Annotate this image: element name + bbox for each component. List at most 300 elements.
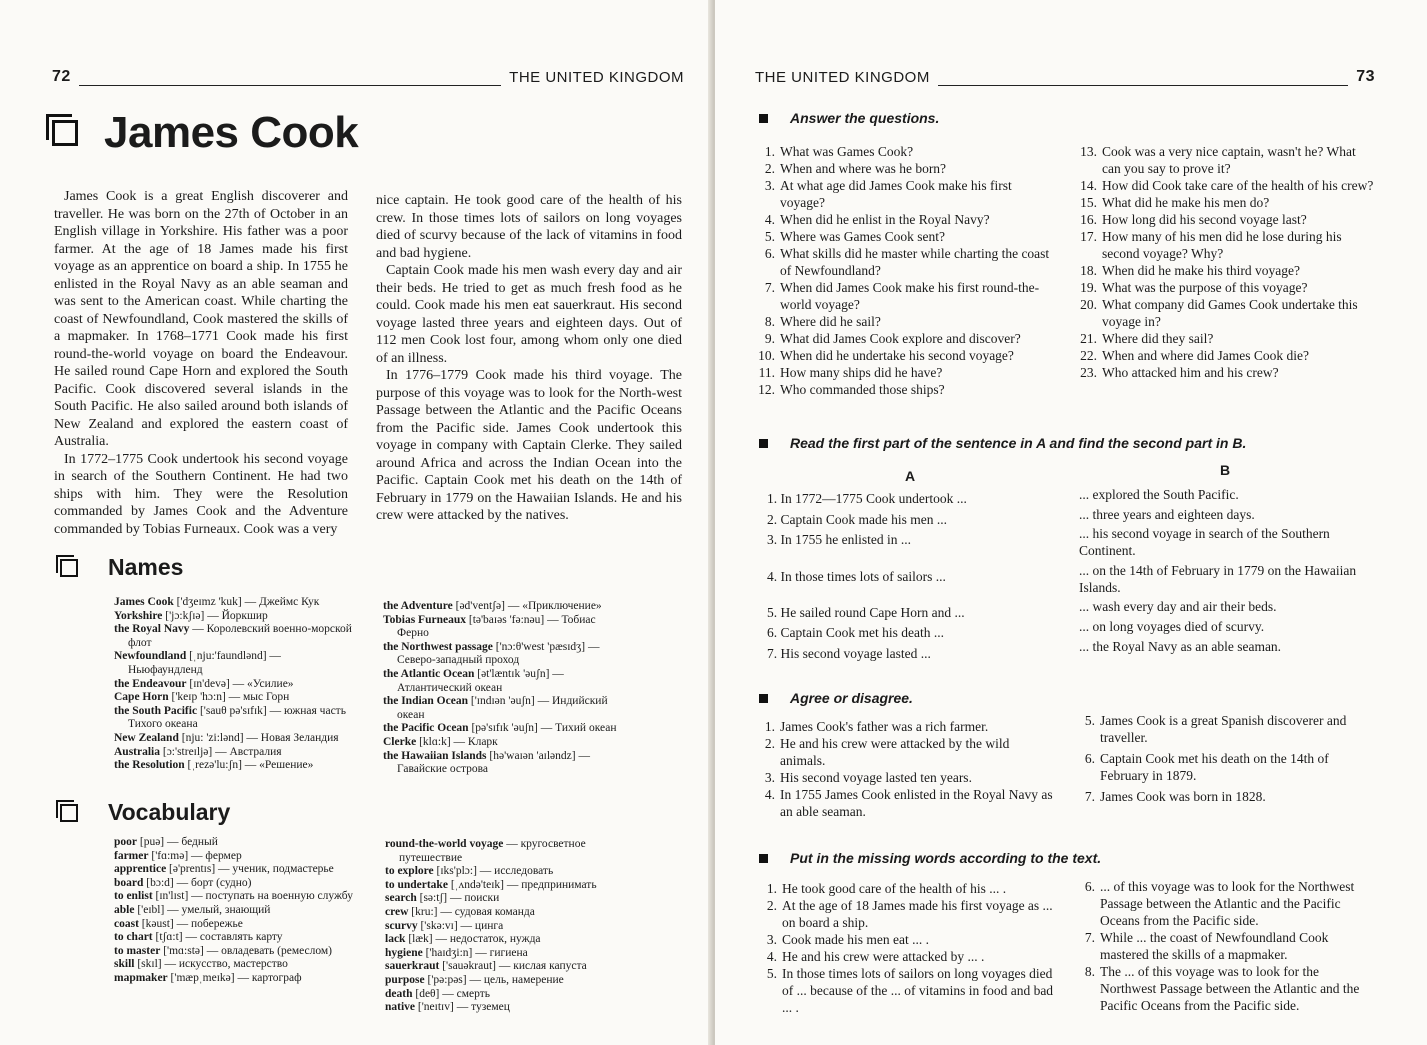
- gloss-term: the Indian Ocean: [383, 695, 468, 708]
- gloss-entry: [385, 933, 623, 947]
- item-text: The ... of this voyage was to look for the Northwest Passage between the Atlantic and the Pacific Oceans from the Pacific side.: [1100, 964, 1360, 1013]
- gloss-entry: [383, 641, 623, 668]
- numbered-item: [755, 177, 1057, 211]
- gloss-definition: [ˌnju:'faundlənd] — Ньюфаундленд: [128, 650, 281, 676]
- gloss-entry: [114, 931, 360, 945]
- gloss-definition: [əd'ventʃə] — «Приключение»: [455, 600, 602, 612]
- gloss-definition: ['eɪbl] — умелый, знающий: [137, 903, 271, 916]
- gloss-definition: ['pə:pəs] — цель, намерение: [427, 973, 564, 986]
- item-number: 6.: [1084, 879, 1095, 894]
- item-number: 10.: [758, 348, 775, 363]
- gloss-definition: [ˌrezə'lu:ʃn] — «Решение»: [187, 759, 314, 772]
- item-number: 2.: [764, 161, 775, 176]
- item-number: 1.: [764, 719, 775, 734]
- task-agree-disagree: [759, 690, 913, 706]
- item-text: When and where was he born?: [780, 161, 947, 176]
- right-page: [715, 0, 1427, 1045]
- item-text: How long did his second voyage last?: [1102, 212, 1307, 227]
- item-text: Where did they sail?: [1102, 331, 1214, 346]
- gloss-definition: [ə'prentɪs] — ученик, подмастерье: [169, 863, 334, 876]
- item-number: 4.: [766, 949, 777, 964]
- gloss-entry: [114, 596, 358, 610]
- gloss-definition: ['keɪp 'hɔ:n] — мыс Горн: [171, 691, 290, 704]
- numbered-item: [757, 897, 1057, 931]
- gloss-term: to undertake: [385, 878, 448, 891]
- gloss-term: to explore: [385, 865, 434, 878]
- gloss-entry: [385, 892, 623, 906]
- item-text: Who attacked him and his crew?: [1102, 365, 1279, 380]
- body-column-1: [54, 188, 348, 538]
- running-head-text: THE UNITED KINGDOM: [509, 69, 684, 86]
- match-item-a: 2. Captain Cook made his men ...: [767, 512, 947, 527]
- running-head-right: [755, 68, 1375, 86]
- match-item-b: ... on the 14th of February in 1779 on the Hawaiian Islands.: [1079, 563, 1357, 595]
- numbered-item: [757, 948, 1057, 965]
- gloss-definition: [ɔ:'streɪljə] — Австралия: [162, 745, 282, 758]
- page-number: 72: [52, 68, 71, 85]
- numbered-item: [757, 931, 1057, 948]
- gloss-entry: [114, 918, 360, 932]
- item-number: 8.: [764, 314, 775, 329]
- gloss-definition: ['mæpˌmeɪkə] — картограф: [170, 971, 302, 984]
- bullet-square-icon: [759, 114, 768, 123]
- gloss-entry: [114, 678, 358, 692]
- gloss-definition: [tʃɑ:t] — составлять карту: [155, 931, 283, 944]
- numbered-item: [755, 313, 1057, 330]
- gloss-entry: [114, 972, 360, 986]
- match-item-b: ... wash every day and air their beds.: [1079, 599, 1277, 614]
- vocabulary-heading: [60, 799, 230, 826]
- numbered-item: [757, 880, 1057, 897]
- gloss-definition: ['haɪdʒi:n] — гигиена: [425, 946, 528, 959]
- section-square-icon: [60, 559, 78, 577]
- task-title: Agree or disagree.: [790, 690, 913, 706]
- gloss-definition: [bɔ:d] — борт (судно): [146, 876, 252, 889]
- gloss-term: to master: [114, 944, 161, 957]
- numbered-item: [1077, 177, 1377, 194]
- item-text: What was the purpose of this voyage?: [1102, 280, 1308, 295]
- numbered-item: [1077, 262, 1377, 279]
- numbered-item: [755, 735, 1055, 769]
- bullet-square-icon: [759, 439, 768, 448]
- item-number: 1.: [764, 144, 775, 159]
- gloss-entry: [383, 736, 623, 750]
- item-text: Cook made his men eat ... .: [782, 932, 929, 947]
- numbered-item: [1077, 279, 1377, 296]
- gloss-definition: [læk] — недостаток, нужда: [408, 933, 541, 946]
- gloss-entry: [383, 668, 623, 695]
- gloss-entry: [114, 691, 358, 705]
- numbered-item: [1077, 330, 1377, 347]
- task-title: Read the first part of the sentence in A and find the second part in B.: [790, 435, 1247, 451]
- numbered-item: [1075, 878, 1375, 929]
- task-missing-words: [759, 850, 1101, 866]
- gloss-definition: [kəust] — побережье: [141, 917, 243, 930]
- gloss-entry: [383, 600, 623, 614]
- item-text: He took good care of the health of his ... .: [782, 881, 1007, 896]
- body-column-2: [376, 192, 682, 525]
- gloss-entry: [385, 960, 623, 974]
- item-number: 7.: [1084, 930, 1095, 945]
- gloss-term: board: [114, 876, 144, 889]
- gloss-entry: [385, 947, 623, 961]
- gloss-entry: [385, 988, 623, 1002]
- gloss-entry: [383, 750, 623, 777]
- gloss-definition: — кругосветное путешествие: [399, 838, 586, 864]
- numbered-item: [1075, 750, 1375, 784]
- gloss-term: purpose: [385, 973, 425, 986]
- match-item-b: ... the Royal Navy as an able seaman.: [1079, 639, 1282, 654]
- item-number: 4.: [764, 787, 775, 802]
- gloss-definition: [ɪn'lɪst] — поступать на военную службу: [155, 890, 353, 903]
- gloss-term: scurvy: [385, 919, 418, 932]
- gapfill-column-1: [757, 880, 1057, 1016]
- item-number: 2.: [766, 898, 777, 913]
- numbered-item: [755, 245, 1057, 279]
- gloss-definition: ['nɔ:θ'west 'pæsɪdʒ] — Северо-западный проход: [397, 640, 600, 667]
- gapfill-column-2: [1075, 878, 1375, 1014]
- body-paragraph: In 1776–1779 Cook made his third voyage. The purpose of this voyage was to look for the North-west Passage between the Atlantic and the Pacific Oceans from the Pacific side. James Cook undertook this voyage in company with Captain Clerke. They sailed around Africa and across the Indian Ocean into the Pacific. Captain Cook met his death on the 14th of February in 1779 on the Hawaiian Islands. He and his crew were attacked by the natives.: [376, 368, 682, 523]
- item-text: At the age of 18 James made his first voyage as ... on board a ship.: [782, 898, 1053, 930]
- gloss-entry: [385, 1001, 623, 1015]
- gloss-term: the Royal Navy: [114, 623, 190, 636]
- item-text: What company did Games Cook undertake this voyage in?: [1102, 297, 1358, 329]
- section-square-icon: [60, 804, 78, 822]
- item-text: He and his crew were attacked by ... .: [782, 949, 985, 964]
- gloss-definition: ['jɔ:kʃɪə] — Йоркшир: [165, 609, 268, 622]
- item-number: 12.: [758, 382, 775, 397]
- item-text: James Cook was born in 1828.: [1100, 789, 1266, 804]
- column-head-b: B: [1220, 462, 1231, 478]
- gloss-term: coast: [114, 917, 139, 930]
- item-text: What did James Cook explore and discover?: [780, 331, 1021, 346]
- left-page: [0, 0, 712, 1045]
- numbered-item: [1077, 347, 1377, 364]
- numbered-item: [757, 965, 1057, 1016]
- numbered-item: [1077, 143, 1377, 177]
- numbered-item: [1075, 712, 1375, 746]
- gloss-definition: [ˌʌndə'teɪk] — предпринимать: [450, 878, 597, 891]
- item-text: What did he make his men do?: [1102, 195, 1270, 210]
- gloss-term: New Zealand: [114, 731, 179, 744]
- gloss-entry: [114, 732, 358, 746]
- match-item-a: 6. Captain Cook met his death ...: [767, 625, 944, 640]
- gloss-entry: [114, 705, 358, 732]
- item-text: Where was Games Cook sent?: [780, 229, 945, 244]
- gloss-definition: [sə:tʃ] — поиски: [419, 892, 500, 905]
- item-text: What was Games Cook?: [780, 144, 914, 159]
- vocabulary-column-2: [385, 838, 623, 1015]
- numbered-item: [755, 279, 1057, 313]
- gloss-entry: [114, 746, 358, 760]
- gloss-term: search: [385, 892, 417, 905]
- body-paragraph: James Cook is a great English discoverer and traveller. He was born on the 27th of October in an English village in Yorkshire. His father was a poor farmer. At the age of 18 James made his first voyage as an apprentice on board a ship. In 1755 he enlisted in the Royal Navy as an able seaman and was sent to the American coast. While charting the coast of Newfoundland, Cook mastered the skills of a mapmaker. In 1768–1771 Cook made his first round-the-world voyage on board the Endeavour. He sailed round Cape Horn and explored the South Pacific. Cook discovered several islands in the South Pacific. He also sailed around both islands of New Zealand and explored the eastern coast of Australia.: [54, 189, 348, 449]
- gloss-term: round-the-world voyage: [385, 838, 504, 850]
- gloss-entry: [114, 945, 360, 959]
- item-text: In those times lots of sailors on long voyages died of ... because of the ... of vitamins in food and bad ... .: [782, 966, 1054, 1015]
- item-text: James Cook's father was a rich farmer.: [780, 719, 989, 734]
- numbered-item: [1075, 788, 1375, 805]
- gloss-definition: — Королевский военно-морской флот: [128, 623, 352, 649]
- match-item-b: ... three years and eighteen days.: [1079, 507, 1255, 522]
- gloss-definition: [ɪks'plɔ:] — исследовать: [436, 865, 554, 878]
- gloss-definition: [tə'baɪəs 'fə:nəu] — Тобиас Фернo: [397, 613, 596, 640]
- title-row: [52, 108, 358, 158]
- item-number: 16.: [1080, 212, 1097, 227]
- gloss-definition: [pə'sɪfɪk 'əuʃn] — Тихий океан: [471, 722, 617, 735]
- gloss-entry: [114, 904, 360, 918]
- names-heading: [60, 554, 183, 581]
- item-number: 11.: [758, 365, 775, 380]
- item-number: 20.: [1080, 297, 1097, 312]
- gloss-term: Newfoundland: [114, 650, 187, 663]
- match-item-a: 5. He sailed round Cape Horn and ...: [767, 605, 965, 620]
- item-text: James Cook is a great Spanish discoverer and traveller.: [1100, 713, 1347, 745]
- gloss-term: farmer: [114, 849, 149, 862]
- item-number: 13.: [1080, 144, 1097, 159]
- gloss-term: the Resolution: [114, 759, 185, 772]
- task-title: Answer the questions.: [790, 110, 940, 126]
- gloss-term: lack: [385, 933, 406, 946]
- numbered-item: [1077, 364, 1377, 381]
- page-number: 73: [1356, 68, 1375, 85]
- item-text: When did he enlist in the Royal Navy?: [780, 212, 990, 227]
- item-text: Where did he sail?: [780, 314, 881, 329]
- section-square-icon: [52, 120, 78, 146]
- item-text: Cook was a very nice captain, wasn't he? What can you say to prove it?: [1102, 144, 1356, 176]
- match-item-b: ... his second voyage in search of the Southern Continent.: [1079, 526, 1330, 558]
- gloss-entry: [114, 650, 358, 677]
- gloss-term: able: [114, 903, 135, 916]
- gloss-term: sauerkraut: [385, 960, 440, 973]
- gloss-definition: [deθ] — смерть: [415, 987, 490, 1000]
- gloss-term: Australia: [114, 745, 160, 758]
- match-item-a: 4. In those times lots of sailors ...: [767, 569, 946, 584]
- gloss-entry: [114, 623, 358, 650]
- item-text: His second voyage lasted ten years.: [780, 770, 972, 785]
- numbered-item: [1077, 228, 1377, 262]
- task-title: Put in the missing words according to the text.: [790, 850, 1102, 866]
- item-text: At what age did James Cook make his first voyage?: [780, 178, 1012, 210]
- item-number: 6.: [1084, 751, 1095, 766]
- gloss-term: Tobias Furneaux: [383, 613, 466, 626]
- page-title: James Cook: [104, 108, 359, 157]
- bullet-square-icon: [759, 694, 768, 703]
- gloss-entry: [114, 759, 358, 773]
- gloss-term: the Endeavour: [114, 677, 187, 690]
- item-text: When did James Cook make his first round-the-world voyage?: [780, 280, 1040, 312]
- numbered-item: [755, 364, 1057, 381]
- gloss-entry: [385, 920, 623, 934]
- item-text: He and his crew were attacked by the wild animals.: [780, 736, 1010, 768]
- numbered-item: [755, 786, 1055, 820]
- gloss-term: the South Pacific: [114, 704, 198, 717]
- match-item-b: ... explored the South Pacific.: [1079, 487, 1239, 502]
- task-match-parts: [759, 435, 1246, 451]
- item-number: 4.: [764, 212, 775, 227]
- gloss-term: Yorkshire: [114, 609, 163, 622]
- numbered-item: [1075, 929, 1375, 963]
- gloss-term: apprentice: [114, 863, 167, 876]
- gloss-definition: [puə] — бедный: [139, 836, 218, 848]
- gloss-entry: [114, 877, 360, 891]
- gloss-entry: [385, 879, 623, 893]
- item-number: 7.: [764, 280, 775, 295]
- item-number: 2.: [764, 736, 775, 751]
- gloss-term: to chart: [114, 931, 153, 944]
- names-title: Names: [108, 554, 184, 580]
- numbered-item: [1077, 211, 1377, 228]
- item-number: 23.: [1080, 365, 1097, 380]
- gloss-term: the Pacific Ocean: [383, 722, 469, 735]
- item-number: 19.: [1080, 280, 1097, 295]
- names-column-2: [383, 600, 623, 777]
- numbered-item: [1077, 194, 1377, 211]
- match-item-a: 1. In 1772—1775 Cook undertook ...: [767, 491, 967, 506]
- gloss-definition: [skɪl] — искусство, мастерство: [137, 958, 288, 971]
- item-number: 3.: [766, 932, 777, 947]
- gloss-entry: [114, 890, 360, 904]
- gloss-term: hygiene: [385, 946, 423, 959]
- gloss-term: to enlist: [114, 890, 153, 903]
- task-answer-questions: [759, 110, 939, 126]
- running-head-left: [52, 68, 684, 86]
- item-number: 15.: [1080, 195, 1097, 210]
- item-text: Captain Cook met his death on the 14th of February in 1879.: [1100, 751, 1329, 783]
- item-number: 17.: [1080, 229, 1097, 244]
- gloss-definition: [ət'læntɪk 'əuʃn] — Атлантический океан: [397, 667, 564, 694]
- gloss-entry: [385, 974, 623, 988]
- gloss-definition: ['neɪtɪv] — туземец: [417, 1001, 510, 1014]
- statements-column-1: [755, 718, 1055, 820]
- gloss-definition: [klɑ:k] — Кларк: [419, 735, 498, 748]
- numbered-item: [755, 211, 1057, 228]
- gloss-entry: [385, 906, 623, 920]
- item-number: 14.: [1080, 178, 1097, 193]
- item-text: What skills did he master while charting the coast of Newfoundland?: [780, 246, 1050, 278]
- body-paragraph: nice captain. He took good care of the health of his crew. In those times lots of sailors on long voyages died of scurvy because of the lack of vitamins in food and bad hygiene.: [376, 193, 682, 261]
- gloss-entry: [114, 836, 360, 850]
- item-number: 1.: [766, 881, 777, 896]
- gloss-entry: [385, 865, 623, 879]
- item-text: When did he undertake his second voyage?: [780, 348, 1014, 363]
- gloss-definition: ['sauəkraut] — кислая капуста: [442, 960, 587, 973]
- item-number: 5.: [764, 229, 775, 244]
- gloss-entry: [114, 863, 360, 877]
- item-text: How did Cook take care of the health of his crew?: [1102, 178, 1374, 193]
- match-item-a: 3. In 1755 he enlisted in ...: [767, 532, 911, 547]
- item-text: ... of this voyage was to look for the Northwest Passage between the Atlantic and the Pacific Oceans from the Pacific side.: [1100, 879, 1355, 928]
- gloss-entry: [114, 610, 358, 624]
- vocabulary-column-1: [114, 836, 360, 986]
- numbered-item: [755, 160, 1057, 177]
- gloss-term: Cape Horn: [114, 691, 169, 704]
- numbered-item: [1075, 963, 1375, 1014]
- item-text: While ... the coast of Newfoundland Cook mastered the skills of a mapmaker.: [1100, 930, 1329, 962]
- item-text: Who commanded those ships?: [780, 382, 945, 397]
- item-number: 3.: [764, 770, 775, 785]
- gloss-term: native: [385, 1001, 416, 1014]
- gloss-definition: ['fɑ:mə] — фермер: [151, 849, 242, 862]
- gloss-term: the Atlantic Ocean: [383, 667, 475, 680]
- numbered-item: [755, 347, 1057, 364]
- item-number: 5.: [1084, 713, 1095, 728]
- numbered-item: [755, 228, 1057, 245]
- bullet-square-icon: [759, 854, 768, 863]
- numbered-item: [755, 143, 1057, 160]
- item-number: 7.: [1084, 789, 1095, 804]
- gloss-term: skill: [114, 958, 135, 971]
- gloss-definition: ['mɑ:stə] — овладевать (ремеслом): [163, 944, 332, 957]
- item-number: 9.: [764, 331, 775, 346]
- numbered-item: [755, 718, 1055, 735]
- vocabulary-title: Vocabulary: [108, 799, 231, 825]
- gloss-term: death: [385, 987, 413, 1000]
- gloss-term: James Cook: [114, 596, 174, 608]
- gloss-definition: ['dʒeɪmz 'kuk] — Джеймс Кук: [176, 596, 320, 608]
- questions-column-1: [755, 143, 1057, 398]
- gloss-term: poor: [114, 836, 137, 848]
- match-item-b: ... on long voyages died of scurvy.: [1079, 619, 1265, 634]
- gloss-term: the Hawaiian Islands: [383, 749, 487, 762]
- gloss-entry: [383, 695, 623, 722]
- item-text: In 1755 James Cook enlisted in the Royal Navy as an able seaman.: [780, 787, 1053, 819]
- gloss-definition: [kru:] — судовая команда: [411, 905, 535, 918]
- item-number: 22.: [1080, 348, 1097, 363]
- gloss-term: crew: [385, 905, 409, 918]
- names-column-1: [114, 596, 358, 773]
- gloss-term: mapmaker: [114, 971, 168, 984]
- item-number: 21.: [1080, 331, 1097, 346]
- gloss-entry: [385, 838, 623, 865]
- item-number: 5.: [766, 966, 777, 981]
- body-paragraph: Captain Cook made his men wash every day and air their beds. He tried to get as much fresh food as he could. Cook made his men eat sauerkraut. His second voyage lasted three years and eighteen days. Out of 112 men Cook lost four, among whom only one died of an illness.: [376, 263, 682, 366]
- match-item-a: 7. His second voyage lasted ...: [767, 646, 931, 661]
- gloss-definition: [nju: 'zi:lənd] — Новая Зеландия: [181, 731, 339, 744]
- item-number: 3.: [764, 178, 775, 193]
- gloss-entry: [383, 614, 623, 641]
- gloss-term: the Northwest passage: [383, 640, 493, 653]
- numbered-item: [755, 769, 1055, 786]
- running-head-text: THE UNITED KINGDOM: [755, 69, 930, 86]
- numbered-item: [755, 381, 1057, 398]
- gloss-definition: [hə'waɪən 'aɪləndz] — Гавайские острова: [397, 749, 590, 776]
- item-text: How many of his men did he lose during his second voyage? Why?: [1102, 229, 1342, 261]
- header-rule: [79, 75, 501, 86]
- item-number: 8.: [1084, 964, 1095, 979]
- item-text: How many ships did he have?: [780, 365, 943, 380]
- gloss-entry: [114, 958, 360, 972]
- gloss-term: the Adventure: [383, 600, 453, 612]
- numbered-item: [755, 330, 1057, 347]
- gloss-definition: ['skə:vɪ] — цинга: [420, 919, 504, 932]
- body-paragraph: In 1772–1775 Cook undertook his second voyage in search of the Southern Continent. He had two ships with him. They were the Resolution commanded by James Cook and the Adventure commanded by Tobias Furneaux. Cook was a very: [54, 451, 348, 537]
- gloss-entry: [114, 850, 360, 864]
- column-head-a: A: [905, 468, 916, 484]
- gloss-entry: [383, 722, 623, 736]
- item-text: When and where did James Cook die?: [1102, 348, 1309, 363]
- item-text: When did he make his third voyage?: [1102, 263, 1300, 278]
- header-rule: [938, 75, 1348, 86]
- questions-column-2: [1077, 143, 1377, 381]
- item-number: 18.: [1080, 263, 1097, 278]
- statements-column-2: [1075, 712, 1375, 809]
- gloss-definition: ['sauθ pə'sɪfɪk] — южная часть Тихого океана: [128, 704, 346, 731]
- item-number: 6.: [764, 246, 775, 261]
- gloss-term: Clerke: [383, 735, 417, 748]
- gloss-definition: [ɪn'devə] — «Усилие»: [189, 677, 294, 690]
- gloss-definition: ['ɪndɪən 'əuʃn] — Индийский океан: [397, 695, 608, 721]
